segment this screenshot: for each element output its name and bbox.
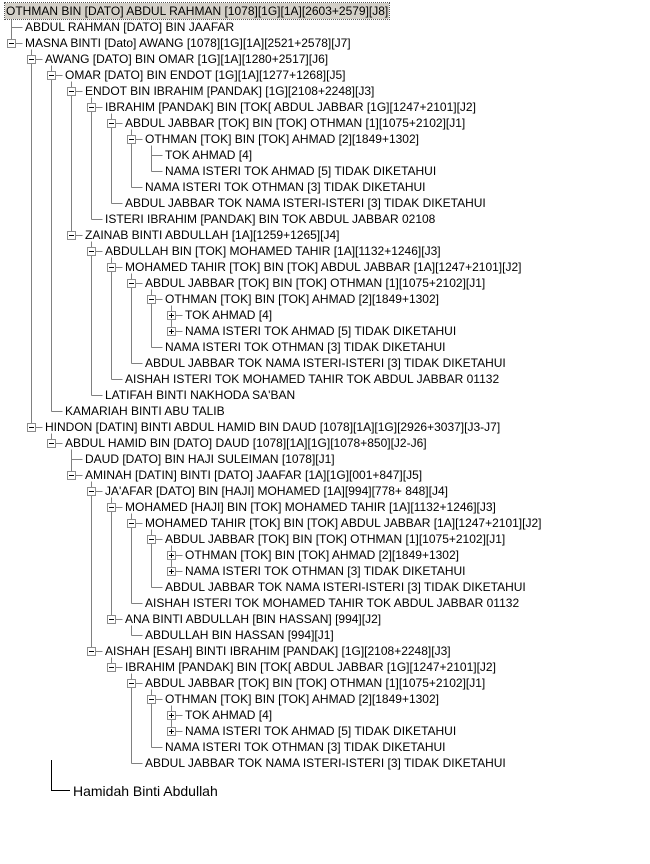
tree-node[interactable]	[144, 355, 507, 371]
collapse-minus-icon[interactable]	[107, 119, 116, 128]
collapse-minus-icon[interactable]	[107, 263, 116, 272]
tree-node-label: JA'AFAR [DATO] BIN [HAJI] MOHAMED [1A][994][778+ 848][J4]	[105, 484, 448, 498]
tree-node-label: NAMA ISTERI TOK OTHMAN [3] TIDAK DIKETAHUI	[165, 740, 446, 754]
tree-node-label: TOK AHMAD [4]	[185, 308, 273, 322]
tree-node[interactable]	[124, 115, 466, 131]
expand-plus-icon[interactable]	[167, 711, 176, 720]
tree-node-label: ZAINAB BINTI ABDULLAH [1A][1259+1265][J4]	[85, 228, 340, 242]
expand-plus-icon[interactable]	[167, 567, 176, 576]
collapse-minus-icon[interactable]	[107, 615, 116, 624]
tree-node-label: ABDUL JABBAR TOK NAMA ISTERI-ISTERI [3] TIDAK DIKETAHUI	[125, 196, 486, 210]
tree-node[interactable]	[124, 499, 497, 515]
collapse-minus-icon[interactable]	[67, 471, 76, 480]
tree-node[interactable]	[64, 435, 428, 451]
tree-node[interactable]	[64, 403, 226, 419]
tree-node-label: NAMA ISTERI TOK OTHMAN [3] TIDAK DIKETAHUI	[145, 180, 426, 194]
collapse-minus-icon[interactable]	[127, 279, 136, 288]
collapse-minus-icon[interactable]	[47, 439, 56, 448]
collapse-minus-icon[interactable]	[87, 647, 96, 656]
tree-node-label: NAMA ISTERI TOK AHMAD [5] TIDAK DIKETAHUI	[165, 164, 437, 178]
collapse-minus-icon[interactable]	[127, 135, 136, 144]
tree-node-label: ISTERI IBRAHIM [PANDAK] BIN TOK ABDUL JABBAR 02108	[105, 212, 436, 226]
tree-node-label: NAMA ISTERI TOK OTHMAN [3] TIDAK DIKETAHUI	[165, 340, 446, 354]
tree-node[interactable]	[44, 51, 329, 67]
tree-node-label: OTHMAN [TOK] BIN [TOK] AHMAD [2][1849+1302]	[165, 692, 439, 706]
tree-node[interactable]	[84, 83, 375, 99]
tree-node-label: AISHAH ISTERI TOK MOHAMED TAHIR TOK ABDUL JABBAR 01132	[145, 596, 520, 610]
tree-node-label: ABDULLAH BIN HASSAN [994][J1]	[145, 628, 334, 642]
tree-node-label: IBRAHIM [PANDAK] BIN [TOK[ ABDUL JABBAR [1G][1247+2101][J2]	[105, 100, 476, 114]
collapse-minus-icon[interactable]	[87, 247, 96, 256]
tree-node[interactable]	[164, 147, 253, 163]
tree-node[interactable]	[184, 307, 273, 323]
tree-node-label: ABDUL JABBAR [TOK] BIN [TOK] OTHMAN [1][1075+2102][J1]	[125, 116, 466, 130]
tree-node-selected[interactable]	[5, 3, 389, 19]
collapse-minus-icon[interactable]	[107, 663, 116, 672]
tree-node[interactable]	[184, 707, 273, 723]
tree-node-label: OMAR [DATO] BIN ENDOT [1G][1A][1277+1268][J5]	[65, 68, 346, 82]
tree-node-label: AWANG [DATO] BIN OMAR [1G][1A][1280+2517][J6]	[45, 52, 329, 66]
tree-node[interactable]	[144, 131, 420, 147]
tree-node-label: OTHMAN BIN [DATO] ABDUL RAHMAN [1078][1G][1A][2603+2579][J8]	[6, 4, 389, 18]
tree-node-label: ABDUL JABBAR TOK NAMA ISTERI-ISTERI [3] TIDAK DIKETAHUI	[145, 756, 506, 770]
expand-plus-icon[interactable]	[167, 551, 176, 560]
collapse-minus-icon[interactable]	[87, 103, 96, 112]
tree-node-label: OTHMAN [TOK] BIN [TOK] AHMAD [2][1849+1302]	[165, 292, 439, 306]
tree-node-label: MOHAMED [HAJI] BIN [TOK] MOHAMED TAHIR [1A][1132+1246][J3]	[125, 500, 496, 514]
tree-node[interactable]	[104, 243, 442, 259]
tree-node[interactable]	[184, 723, 457, 739]
tree-node-label: TOK AHMAD [4]	[185, 708, 273, 722]
tree-node[interactable]	[84, 451, 336, 467]
tree-node-label: MOHAMED TAHIR [TOK] BIN [TOK] ABDUL JABBAR [1A][1247+2101][J2]	[145, 516, 542, 530]
tree-node-label: MASNA BINTI [Dato] AWANG [1078][1G][1A][2521+2578][J7]	[25, 36, 351, 50]
tree-node-label: NAMA ISTERI TOK AHMAD [5] TIDAK DIKETAHUI	[185, 724, 457, 738]
tree-node-label: OTHMAN [TOK] BIN [TOK] AHMAD [2][1849+1302]	[145, 132, 419, 146]
footer-person-name: Hamidah Binti Abdullah	[73, 783, 218, 799]
collapse-minus-icon[interactable]	[147, 695, 156, 704]
tree-node-label: ABDUL JABBAR TOK NAMA ISTERI-ISTERI [3] TIDAK DIKETAHUI	[165, 580, 526, 594]
tree-node[interactable]	[144, 755, 507, 771]
tree-node[interactable]	[164, 291, 440, 307]
footer-line-path	[52, 760, 71, 791]
collapse-minus-icon[interactable]	[87, 487, 96, 496]
tree-node-label: LATIFAH BINTI NAKHODA SA'BAN	[105, 388, 296, 402]
tree-node[interactable]	[104, 643, 452, 659]
tree-node-label: OTHMAN [TOK] BIN [TOK] AHMAD [2][1849+1302]	[185, 548, 459, 562]
tree-node[interactable]	[164, 739, 447, 755]
collapse-minus-icon[interactable]	[47, 71, 56, 80]
expand-plus-icon[interactable]	[167, 727, 176, 736]
tree-node[interactable]	[124, 195, 487, 211]
tree-node[interactable]	[84, 227, 340, 243]
tree-node[interactable]	[144, 595, 520, 611]
tree-node[interactable]	[104, 483, 449, 499]
tree-node-label: ENDOT BIN IBRAHIM [PANDAK] [1G][2108+2248][J3]	[85, 84, 375, 98]
expand-plus-icon[interactable]	[167, 327, 176, 336]
tree-node[interactable]	[24, 19, 235, 35]
collapse-minus-icon[interactable]	[67, 231, 76, 240]
tree-node-label: AISHAH [ESAH] BINTI IBRAHIM [PANDAK] [1G][2108+2248][J3]	[105, 644, 451, 658]
tree-node[interactable]	[84, 467, 423, 483]
expand-plus-icon[interactable]	[167, 311, 176, 320]
tree-node[interactable]	[164, 579, 527, 595]
collapse-minus-icon[interactable]	[27, 55, 36, 64]
tree-node[interactable]	[184, 323, 457, 339]
tree-node[interactable]	[104, 211, 436, 227]
collapse-minus-icon[interactable]	[147, 295, 156, 304]
tree-node-label: KAMARIAH BINTI ABU TALIB	[65, 404, 225, 418]
tree-node-label: AISHAH ISTERI TOK MOHAMED TAHIR TOK ABDUL JABBAR 01132	[125, 372, 500, 386]
tree-node[interactable]	[124, 659, 497, 675]
tree-node-label: HINDON [DATIN] BINTI ABDUL HAMID BIN DAUD [1078][1A][1G][2926+3037][J3-J7]	[45, 420, 501, 434]
tree-node[interactable]	[124, 611, 382, 627]
collapse-minus-icon[interactable]	[147, 535, 156, 544]
tree-node[interactable]	[184, 547, 460, 563]
tree-node[interactable]	[164, 163, 437, 179]
tree-node-label: NAMA ISTERI TOK OTHMAN [3] TIDAK DIKETAHUI	[185, 564, 466, 578]
tree-node[interactable]	[124, 371, 500, 387]
tree-node[interactable]	[104, 387, 296, 403]
tree-node[interactable]	[104, 99, 477, 115]
tree-node-label: IBRAHIM [PANDAK] BIN [TOK[ ABDUL JABBAR [1G][1247+2101][J2]	[125, 660, 496, 674]
tree-node[interactable]	[44, 419, 501, 435]
tree-node[interactable]	[124, 259, 522, 275]
tree-node[interactable]	[144, 627, 335, 643]
tree-node-label: ABDUL RAHMAN [DATO] BIN JAAFAR	[25, 20, 235, 34]
tree-node-label: AMINAH [DATIN] BINTI [DATO] JAAFAR [1A][1G][001+847][J5]	[85, 468, 423, 482]
tree-node-label: DAUD [DATO] BIN HAJI SULEIMAN [1078][J1]	[85, 452, 335, 466]
tree-node[interactable]	[24, 35, 352, 51]
tree-node-label: ABDUL JABBAR TOK NAMA ISTERI-ISTERI [3] TIDAK DIKETAHUI	[145, 356, 506, 370]
tree-node-label: MOHAMED TAHIR [TOK] BIN [TOK] ABDUL JABBAR [1A][1247+2101][J2]	[125, 260, 522, 274]
tree-node-label: NAMA ISTERI TOK AHMAD [5] TIDAK DIKETAHUI	[185, 324, 457, 338]
collapse-minus-icon[interactable]	[67, 87, 76, 96]
collapse-minus-icon[interactable]	[107, 503, 116, 512]
tree-node[interactable]	[64, 67, 346, 83]
tree-node-label: ABDUL JABBAR [TOK] BIN [TOK] OTHMAN [1][1075+2102][J1]	[145, 676, 486, 690]
collapse-minus-icon[interactable]	[27, 423, 36, 432]
tree-node[interactable]	[164, 339, 447, 355]
tree-node-label: ABDUL HAMID BIN [DATO] DAUD [1078][1A][1G][1078+850][J2-J6]	[65, 436, 427, 450]
tree-node[interactable]	[184, 563, 467, 579]
collapse-minus-icon[interactable]	[127, 519, 136, 528]
tree-node[interactable]	[144, 675, 486, 691]
tree-node[interactable]	[144, 275, 486, 291]
tree-node-label: TOK AHMAD [4]	[165, 148, 253, 162]
tree-node-label: ABDULLAH BIN [TOK] MOHAMED TAHIR [1A][1132+1246][J3]	[105, 244, 441, 258]
tree-node-label: ABDUL JABBAR [TOK] BIN [TOK] OTHMAN [1][1075+2102][J1]	[165, 532, 506, 546]
tree-node-label: ABDUL JABBAR [TOK] BIN [TOK] OTHMAN [1][1075+2102][J1]	[145, 276, 486, 290]
tree-node[interactable]	[144, 179, 427, 195]
collapse-minus-icon[interactable]	[7, 39, 16, 48]
tree-node[interactable]	[164, 531, 506, 547]
collapse-minus-icon[interactable]	[127, 679, 136, 688]
tree-node[interactable]	[164, 691, 440, 707]
tree-node[interactable]	[144, 515, 542, 531]
footer-connector-line	[40, 760, 120, 820]
tree-node-label: ANA BINTI ABDULLAH [BIN HASSAN] [994][J2]	[125, 612, 382, 626]
